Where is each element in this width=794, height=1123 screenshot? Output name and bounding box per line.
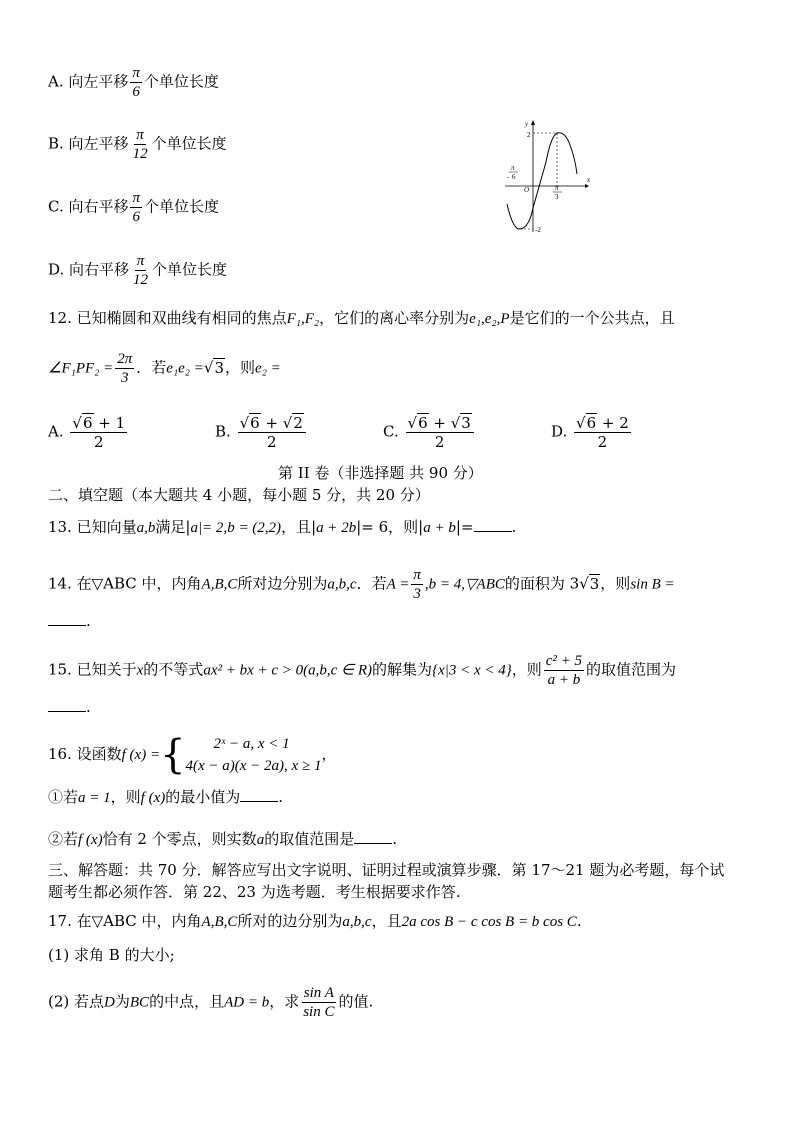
answer-section-line1: 三、解答题：共 70 分．解答应写出文字说明、证明过程或演算步骤．第 17～21 题为必考题，每个试 — [48, 861, 725, 879]
q12-line1: 12. 已知椭圆和双曲线有相同的焦点F₁,F₂，它们的离心率分别为e₁,e₂,P是它们的一个公共点，且 — [48, 309, 675, 327]
q12-line2: ∠F₁PF₂ = $\frac{2\pi}{3}$ ．若e₁e₂ =√3，则e₂ = — [48, 351, 281, 386]
y-max-label: 2 — [527, 131, 531, 139]
answer-blank[interactable] — [48, 611, 86, 626]
q12-option-b: B. $\frac{√6 + √2}{2}$ — [215, 414, 308, 451]
answer-blank[interactable] — [474, 517, 512, 532]
neg-tick-sign: - — [507, 173, 510, 181]
y-label: y — [525, 120, 529, 128]
y-axis-arrow — [531, 120, 535, 125]
q11-option-c: C. 向右平移 $\frac{\pi}{6}$ 个单位长度 — [48, 190, 220, 225]
sine-curve — [507, 133, 577, 229]
q16-definition: 16. 设函数f (x) ={ 2ˣ − a, x < 1 4(x − a)(x − 2a), x ≥ 1 ， — [48, 732, 337, 778]
origin-label: O — [524, 186, 530, 194]
q14-line1: 14. 在▽ABC 中，内角A,B,C所对边分别为a,b,c．若A = $\frac{\pi}{3}$ ,b = 4,▽ABC的面积为 3√3，则sin B = — [48, 567, 675, 602]
fraction: $\frac{\pi}{6}$ — [132, 65, 140, 100]
q11-option-d: D. 向右平移 $\frac{\pi}{12}$ 个单位长度 — [48, 253, 228, 288]
q11-option-b: B. 向左平移 $\frac{\pi}{12}$ 个单位长度 — [48, 127, 227, 162]
y-min-label: -2 — [535, 226, 541, 234]
fill-in-heading: 二、填空题（本大题共 4 小题，每小题 5 分，共 20 分） — [48, 486, 430, 504]
answer-blank[interactable] — [240, 787, 278, 802]
left-brace: { — [160, 732, 186, 778]
q15-line2: . — [48, 697, 91, 717]
q17-part1: (1) 求角 B 的大小; — [48, 946, 175, 964]
pos-tick-num: π — [555, 184, 559, 192]
q15-line1: 15. 已知关于x的不等式ax² + bx + c > 0(a,b,c ∈ R)的解集为{x|3 < x < 4}，则 $\frac{\text{c² + 5}}{a + b}$ 的取值范围为 — [48, 653, 677, 688]
neg-tick-num: π — [511, 164, 515, 172]
q12-option-d: D. $\frac{√6 + 2}{2}$ — [551, 414, 629, 451]
q12-option-c: C. $\frac{√6 + √3}{2}$ — [383, 414, 476, 451]
q16-part2: ②若f (x)恰有 2 个零点，则实数a的取值范围是 . — [48, 830, 397, 848]
sine-graph — [503, 118, 593, 236]
fraction: $\frac{\pi}{12}$ — [132, 127, 148, 162]
neg-tick-den: 6 — [512, 173, 516, 181]
q11-option-a: A. 向左平移 $\frac{\pi}{6}$ 个单位长度 — [48, 65, 219, 100]
q16-part1: ①若a = 1，则f (x)的最小值为 . — [48, 788, 284, 806]
q17: 17. 在▽ABC 中，内角A,B,C所对的边分别为a,b,c，且2a cos B − c cos B = b cos C. — [48, 912, 582, 930]
x-axis-arrow — [585, 184, 589, 188]
option-text: A. 向左平移 — [48, 72, 129, 91]
section-title: 第 II 卷（非选择题 共 90 分） — [278, 464, 483, 482]
answer-blank[interactable] — [354, 829, 392, 844]
q14-line2: . — [48, 611, 91, 631]
q13: 13. 已知向量a,b满足|a|= 2,b = (2,2)，且|a + 2b|= 6，则|a + b|= . — [48, 518, 517, 536]
answer-section-line2: 题考生都必须作答．第 22、23 为选考题．考生根据要求作答. — [48, 883, 461, 901]
x-label: x — [587, 176, 591, 184]
q17-part2: (2) 若点D为BC的中点，且AD = b，求 $\frac{\text{sin A}}{\text{sin C}}$ 的值. — [48, 985, 374, 1020]
answer-blank[interactable] — [48, 697, 86, 712]
pos-tick-den: 3 — [555, 193, 559, 201]
fraction: $\frac{\pi}{12}$ — [133, 253, 149, 288]
q12-option-a: A. $\frac{√6 + 1}{2}$ — [48, 414, 126, 451]
fraction: $\frac{\pi}{6}$ — [132, 190, 140, 225]
